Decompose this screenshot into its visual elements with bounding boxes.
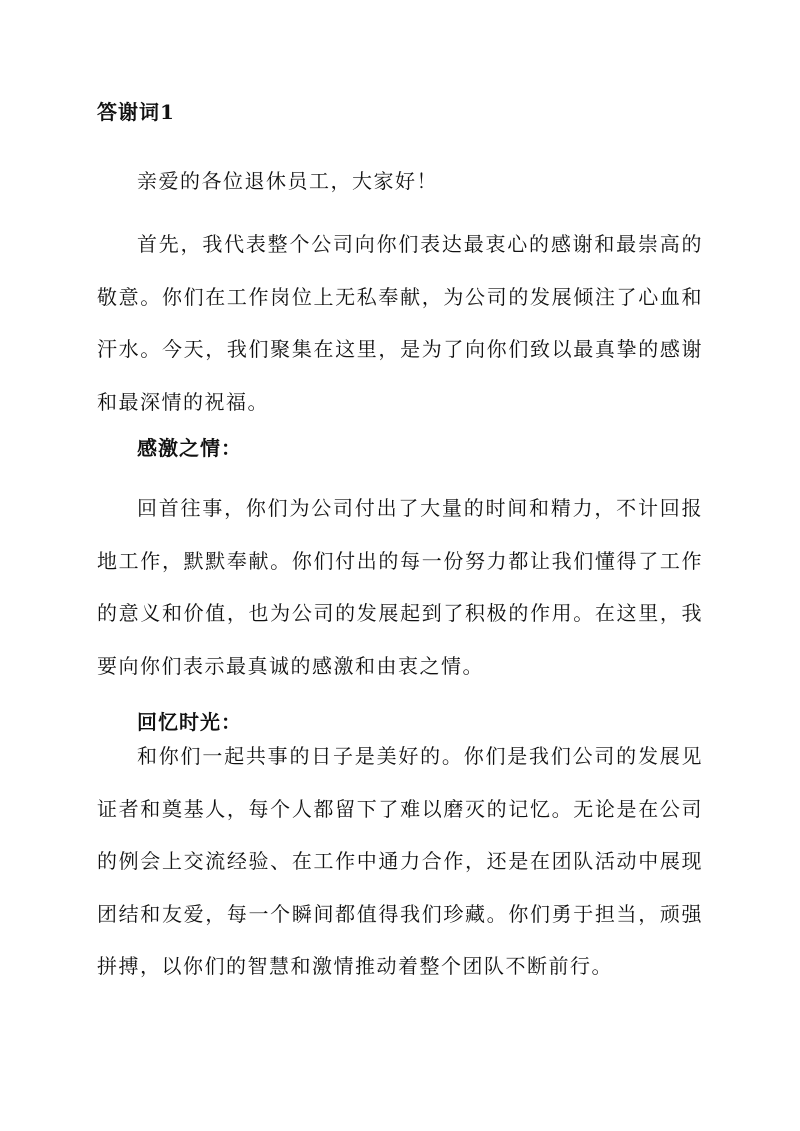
document-title: 答谢词1 — [97, 100, 175, 124]
section-body-gratitude: 回首往事，你们为公司付出了大量的时间和精力，不计回报地工作，默默奉献。你们付出的每一份努力都让我们懂得了工作的意义和价值，也为公司的发展起到了积极的作用。在这里，我要向你们表示最真诚的感激和由衷之情。 — [97, 496, 703, 678]
section-heading-memories: 回忆时光： — [137, 710, 242, 734]
intro-paragraph: 首先，我代表整个公司向你们表达最衷心的感谢和最崇高的敬意。你们在工作岗位上无私奉献，为公司的发展倾注了心血和汗水。今天，我们聚集在这里，是为了向你们致以最真挚的感谢和最深情的祝福。 — [97, 232, 703, 414]
section-body-memories: 和你们一起共事的日子是美好的。你们是我们公司的发展见证者和奠基人，每个人都留下了难以磨灭的记忆。无论是在公司的例会上交流经验、在工作中通力合作，还是在团队活动中展现团结和友爱，每一个瞬间都值得我们珍藏。你们勇于担当，顽强拼搏，以你们的智慧和激情推动着整个团队不断前行。 — [97, 744, 703, 978]
section-heading-gratitude: 感激之情： — [137, 436, 242, 460]
greeting-paragraph: 亲爱的各位退休员工，大家好！ — [137, 169, 438, 193]
